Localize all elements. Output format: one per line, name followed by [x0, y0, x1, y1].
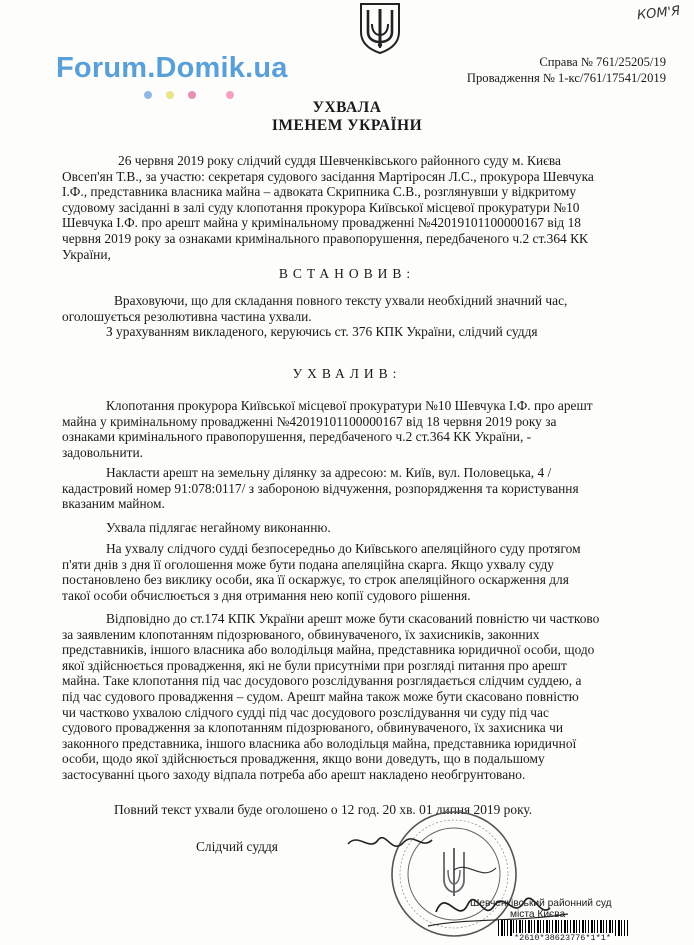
established-paragraph: [62, 293, 678, 340]
text-line: Враховуючи, що для складання повного тексту ухвали необхідний значний час,: [114, 293, 568, 308]
text-line: законного представника, іншого власника або володільця майна, представника юридичної: [62, 735, 577, 751]
document-title: УХВАЛА: [312, 99, 382, 116]
text-line: представників, іншого власника або володільця майна, представника юридичної особи, щодо: [62, 642, 595, 658]
text-line: задовольнити.: [62, 444, 143, 460]
judge-signature-label: Слідчий суддя: [196, 839, 278, 854]
watermark-dots: [144, 91, 240, 99]
text-line: майна у кримінальному провадженні №42019101100000167 від 18 червня 2019 року за: [62, 413, 557, 429]
text-line: Овсеп'ян Т.В., за участю: секретаря судового засідання Мартіросян Л.С., прокурора Шевчука: [62, 168, 594, 184]
ruling-paragraph-6: [62, 802, 678, 818]
text-line: червня 2019 року за ознаками кримінального правопорушення, передбаченого ч.2 ст.364 КК: [62, 230, 588, 246]
court-name-line: Шевченківський районний суд: [470, 898, 612, 909]
watermark-dot: [166, 91, 174, 99]
text-line: На ухвалу слідчого судді безпосередньо до Київського апеляційного суду протягом: [106, 541, 581, 556]
ruling-paragraph-2: [62, 465, 678, 512]
ukraine-trident-emblem-icon: [357, 2, 403, 54]
text-line: вказаним майном.: [62, 496, 165, 512]
text-line: під час судового провадження – судом. Арешт майна також може бути скасовано повністю: [62, 688, 579, 704]
text-line: судовому засіданні в залі суду клопотання прокурора Київської місцевої прокуратури №10: [62, 199, 580, 215]
text-line: Клопотання прокурора Київської місцевої прокуратури №10 Шевчука І.Ф. про арешт: [106, 398, 593, 413]
section-heading-ruled: УХВАЛИВ:: [292, 366, 402, 381]
watermark-dot: [144, 91, 152, 99]
text-line: З урахуванням викладеного, керуючись ст. 376 КПК України, слідчий суддя: [106, 324, 538, 340]
text-line: кадастровий номер 91:078:0117/ з забороною відчуження, розпорядження та користування: [62, 480, 579, 496]
text-line: І.Ф., представника власника майна – адвоката Скрипника С.В., розглянувши у відкритому: [62, 184, 577, 200]
intro-paragraph: [62, 153, 678, 262]
text-line: п'яти днів з дня її оголошення може бути подана апеляційна скарга. Якщо ухвалу суду: [62, 556, 554, 572]
text-line: чи частково ухвалою слідчого судді під час досудового розслідування чи суду під час: [62, 704, 549, 720]
text-line: Повний текст ухвали буде оголошено о 12 год. 20 хв. 01 липня 2019 року.: [114, 802, 533, 817]
text-line: Накласти арешт на земельну ділянку за адресою: м. Київ, вул. Половецька, 4 /: [106, 465, 552, 480]
watermark-dot: [188, 91, 196, 99]
ruling-paragraph-4: [62, 541, 678, 603]
case-reference: [467, 54, 666, 86]
corner-handwritten-note: КОМ'Я: [636, 3, 681, 24]
text-line: України,: [62, 246, 111, 262]
text-line: за заявленим клопотанням підозрюваного, обвинуваченого, їх захисників, законних: [62, 626, 540, 642]
text-line: майна. Таке клопотання під час досудового розслідування розглядається слідчим суддею, а: [62, 673, 582, 689]
section-heading-established: ВСТАНОВИВ:: [278, 266, 416, 281]
text-line: Відповідно до ст.174 КПК України арешт може бути скасований повністю чи частково: [106, 611, 600, 626]
case-number: Справа № 761/25205/19: [539, 55, 666, 69]
forum-watermark: Forum.Domik.ua: [56, 52, 288, 84]
court-name-caption: [470, 898, 612, 920]
text-line: такої особи обчислюється з дня отримання нею копії судового рішення.: [62, 587, 471, 603]
text-line: судового провадження за клопотанням підозрюваного, обвинуваченого, їх захисника чи: [62, 720, 564, 736]
text-line: Ухвала підлягає негайному виконанню.: [106, 520, 331, 535]
text-line: 26 червня 2019 року слідчий суддя Шевченківського районного суду м. Києва: [118, 153, 561, 168]
document-subtitle: ІМЕНЕМ УКРАЇНИ: [271, 117, 423, 134]
watermark-dot: [226, 91, 234, 99]
text-line: постановлено без виклику особи, яка її оскаржує, то строк апеляційного оскарження для: [62, 572, 569, 588]
ruling-paragraph-1: [62, 398, 678, 460]
proceeding-number: Провадження № 1-кс/761/17541/2019: [466, 71, 666, 85]
text-line: оголошується резолютивна частина ухвали.: [62, 308, 312, 324]
text-line: застосуванні цього заходу відпала потреба або арешт накладено необгрунтовано.: [62, 766, 526, 782]
text-line: якої здійснюється провадження, які не були присутніми при розгляді питання про арешт: [62, 657, 567, 673]
ruling-paragraph-3: [62, 520, 678, 536]
text-line: ознаками кримінального правопорушення, передбаченого ч.2 ст.364 КК України, -: [62, 429, 532, 445]
court-city-line: міста Києва: [510, 909, 566, 920]
text-line: особи, щодо якої здійснюється провадження, якщо вони доведуть, що в подальшому: [62, 751, 545, 767]
barcode-number: *2610*38623776*1*1*: [514, 933, 611, 943]
text-line: Шевчука І.Ф. про арешт майна у кримінальному провадженні №42019101100000167 від 18: [62, 215, 581, 231]
ruling-paragraph-5: [62, 611, 678, 783]
